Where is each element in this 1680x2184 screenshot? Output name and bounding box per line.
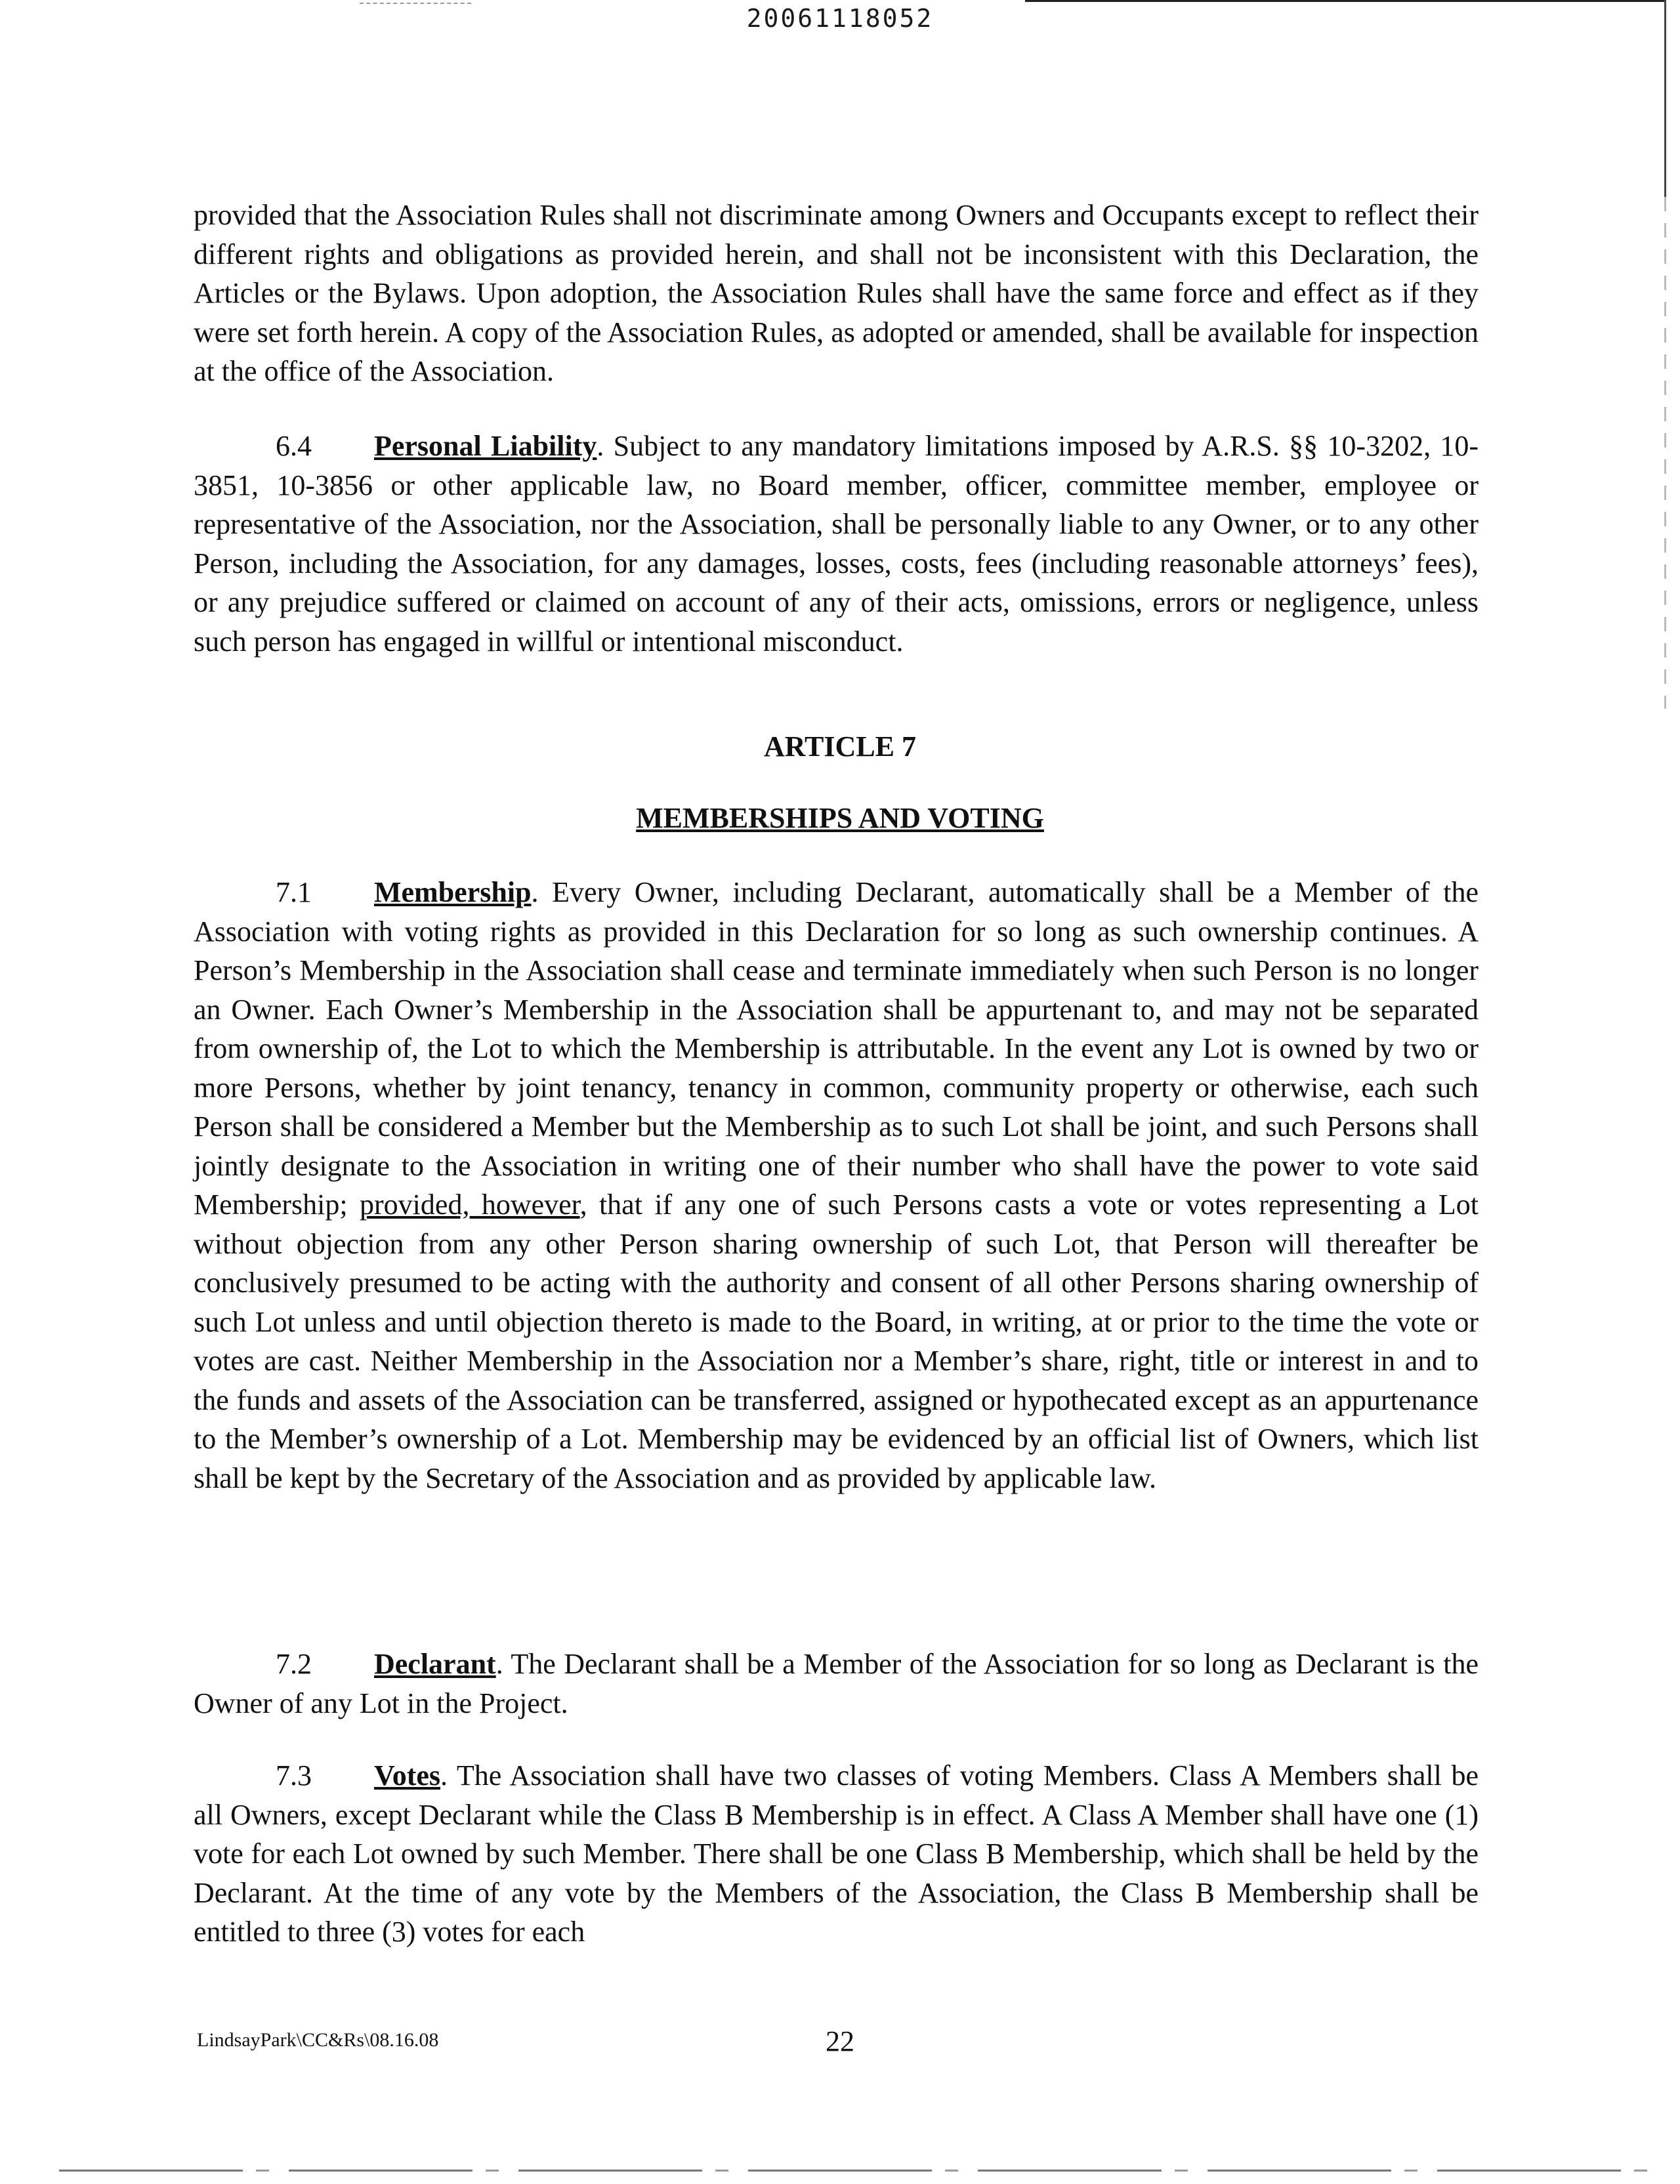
article-title: MEMBERSHIPS AND VOTING <box>636 802 1044 834</box>
underlined-phrase: provided, however <box>360 1188 580 1221</box>
section-number: 7.1 <box>276 876 312 908</box>
paragraph-7-1 <box>194 873 1479 1498</box>
paragraph-6-3-continuation <box>194 196 1479 391</box>
paragraph-text: provided that the Association Rules shall not discriminate among Owners and Occupants except to reflect their different rights and obligations as provided herein, and shall not be inconsistent with this Declaration, the Articles or the Bylaws. Upon adoption, the Association Rules shall have the same force and effect as if they were set forth herein. A copy of the Association Rules, as adopted or amended, shall be available for inspection at the office of the Association. <box>194 199 1479 387</box>
right-border-line-faint <box>1664 197 1666 709</box>
section-number: 7.2 <box>276 1648 312 1680</box>
section-number: 6.4 <box>276 430 312 462</box>
footer-file-reference: LindsayPark\CC&Rs\08.16.08 <box>197 2029 439 2051</box>
scan-artifact-bottom <box>59 2170 1660 2172</box>
section-title: Votes <box>374 1759 441 1792</box>
section-number: 7.3 <box>276 1759 312 1792</box>
page-number: 22 <box>826 2025 854 2057</box>
recording-number: 20061118052 <box>746 4 934 33</box>
paragraph-text: . Every Owner, including Declarant, automatically shall be a Member of the Association with voting rights as provided in this Declaration for so long as such ownership continues. A Person’s Membership in the Association shall cease and terminate immediately when such Person is no longer an Owner. Each Owner’s Membership in the Association shall be appurtenant to, and may not be separated from ownership of, the Lot to which the Membership is attributable. In the event any Lot is owned by two or more Persons, whether by joint tenancy, tenancy in common, community property or otherwise, each such Person shall be considered a Member but the Membership as to such Lot shall be joint, and such Persons shall jointly designate to the Association in writing one of their number who shall have the power to vote said Membership; <box>194 876 1479 1221</box>
paragraph-text: . Subject to any mandatory limitations imposed by A.R.S. §§ 10-3202, 10-3851, 10-3856 or other applicable law, no Board member, officer, committee member, employee or representative of the Association, nor the Association, shall be personally liable to any Owner, or to any other Person, including the Association, for any damages, losses, costs, fees (including reasonable attorneys’ fees), or any prejudice suffered or claimed on account of any of their acts, omissions, errors or negligence, unless such person has engaged in willful or intentional misconduct. <box>194 430 1479 658</box>
paragraph-7-2 <box>194 1645 1479 1723</box>
paragraph-text: . The Association shall have two classes of voting Members. Class A Members shall be all Owners, except Declarant while the Class B Membership is in effect. A Class A Member shall have one (1) vote for each Lot owned by such Member. There shall be one Class B Membership, which shall be held by the Declarant. At the time of any vote by the Members of the Association, the Class B Membership shall be entitled to three (3) votes for each <box>194 1759 1479 1948</box>
section-title: Personal Liability <box>374 430 597 462</box>
right-border-line <box>1664 0 1666 197</box>
section-title: Declarant <box>374 1648 496 1680</box>
top-border-line <box>1025 0 1666 2</box>
section-title: Membership <box>374 876 532 908</box>
paragraph-7-3 <box>194 1756 1479 1952</box>
paragraph-6-4 <box>194 427 1479 661</box>
paragraph-text: . The Declarant shall be a Member of the Association for so long as Declarant is the Owner of any Lot in the Project. <box>194 1648 1479 1719</box>
paragraph-text-continued: , that if any one of such Persons casts a vote or votes representing a Lot without objection from any other Person sharing ownership of such Lot, that Person will thereafter be conclusively presumed to be acting with the authority and consent of all other Persons sharing ownership of such Lot unless and until objection thereto is made to the Board, in writing, at or prior to the time the vote or votes are cast. Neither Membership in the Association nor a Member’s share, right, title or interest in and to the funds and assets of the Association can be transferred, assigned or hypothecated except as an appurtenance to the Member’s ownership of a Lot. Membership may be evidenced by an official list of Owners, which list shall be kept by the Secretary of the Association and as provided by applicable law. <box>194 1188 1479 1494</box>
article-label: ARTICLE 7 <box>764 730 916 763</box>
